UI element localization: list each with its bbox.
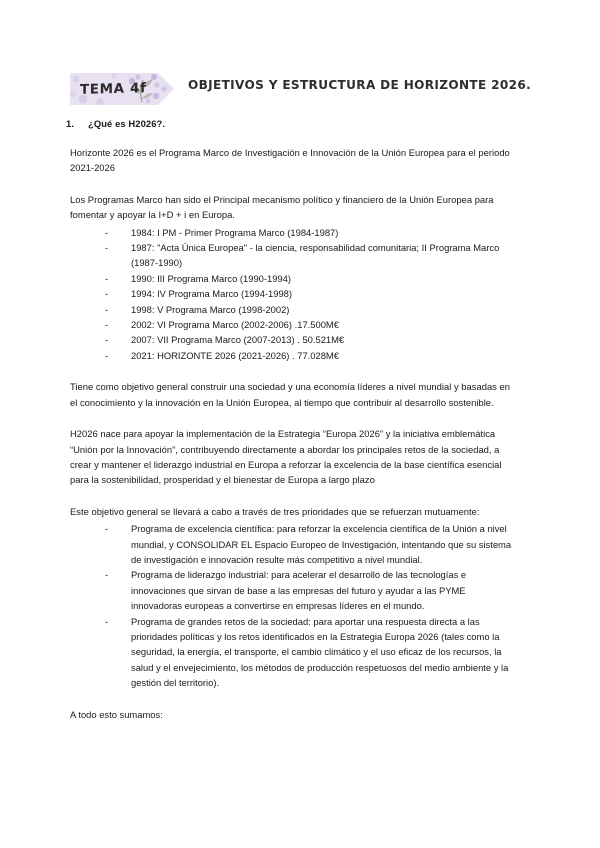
document-body	[66, 118, 518, 722]
list-item: - 1994: IV Programa Marco (1994-1998)	[105, 286, 518, 301]
paragraph-marco-intro: Los Programas Marco han sido el Principal mecanismo político y financiero de la Unión Europea para fomentar y apoyar la I+D + i en Europa.	[70, 193, 494, 221]
list-item: - Programa de excelencia científica: para reforzar la excelencia científica de la Unión a nivel mundial, y CONSOLIDAR EL Espacio Europeo de Investigación, intentando que su sistema de investigación e innovación resulte más competitivo a nivel mundial.	[105, 521, 518, 567]
section-number: 1.	[66, 118, 75, 129]
prioridades-list	[70, 521, 518, 690]
list-item: - Programa de liderazgo industrial: para acelerar el desarrollo de las tecnologías e innovaciones que sirvan de base a las empresas del futuro y ayudar a las PYME innovadoras europeas a convertirse en empresas líderes en el mundo.	[105, 567, 518, 613]
paragraph-prioridades-intro: Este objetivo general se llevará a cabo a través de tres prioridades que se refuerzan mutuamente:	[70, 505, 480, 517]
list-item: - Programa de grandes retos de la sociedad: para aportar una respuesta directa a las prioridades políticas y los retos identificados en la Estrategia Europa 2026 (tales como la seguridad, la energía, el transporte, el cambio climático y el uso eficaz de los recursos, la salud y el envejecimiento, los métodos de producción respetuosos del medio ambiente y la gestión del territorio).	[105, 614, 518, 691]
tema-ribbon	[70, 72, 175, 106]
tema-ribbon-label: TEMA 4f	[80, 80, 147, 98]
programas-marco-list	[70, 225, 518, 364]
list-item: - 1984: I PM - Primer Programa Marco (1984-1987)	[105, 225, 518, 240]
list-item: - 1987: "Acta Única Europea" - la ciencia, responsabilidad comunitaria; II Programa Marco (1987-1990)	[105, 240, 518, 271]
page-title: OBJETIVOS Y ESTRUCTURA DE HORIZONTE 2026.	[188, 77, 532, 92]
paragraph-closing: A todo esto sumamos:	[70, 708, 163, 720]
list-item: - 1998: V Programa Marco (1998-2002)	[105, 302, 518, 317]
list-item: - 1990: III Programa Marco (1990-1994)	[105, 271, 518, 286]
list-item: - 2021: HORIZONTE 2026 (2021-2026) . 77.028M€	[105, 348, 518, 363]
list-item: - 2002: VI Programa Marco (2002-2006) .17.500M€	[105, 317, 518, 332]
list-item: - 2007: VII Programa Marco (2007-2013) . 50.521M€	[105, 332, 518, 347]
paragraph-objetivo-general: Tiene como objetivo general construir una sociedad y una economía líderes a nivel mundial y basadas en el conocimiento y la innovación en la Unión Europea, al tiempo que contribuir al desarrollo sostenible.	[70, 381, 510, 408]
section-heading-text: ¿Qué es H2026?.	[88, 118, 166, 129]
paragraph-estrategia: H2026 nace para apoyar la implementación de la Estrategia “Europa 2026” y la iniciativa emblemática “Unión por la Innovación”, contribuyendo directamente a abordar los principales retos de la sociedad, a crear y mantener el liderazgo industrial en Europa a reforzar la excelencia de la base científica esencial para la sostenibilidad, prosperidad y el bienestar de Europa a largo plazo	[70, 428, 502, 486]
document-header	[70, 68, 530, 114]
section-heading	[66, 118, 518, 129]
paragraph-intro: Horizonte 2026 es el Programa Marco de Investigación e Innovación de la Unión Europea para el periodo 2021-2026	[70, 147, 510, 174]
